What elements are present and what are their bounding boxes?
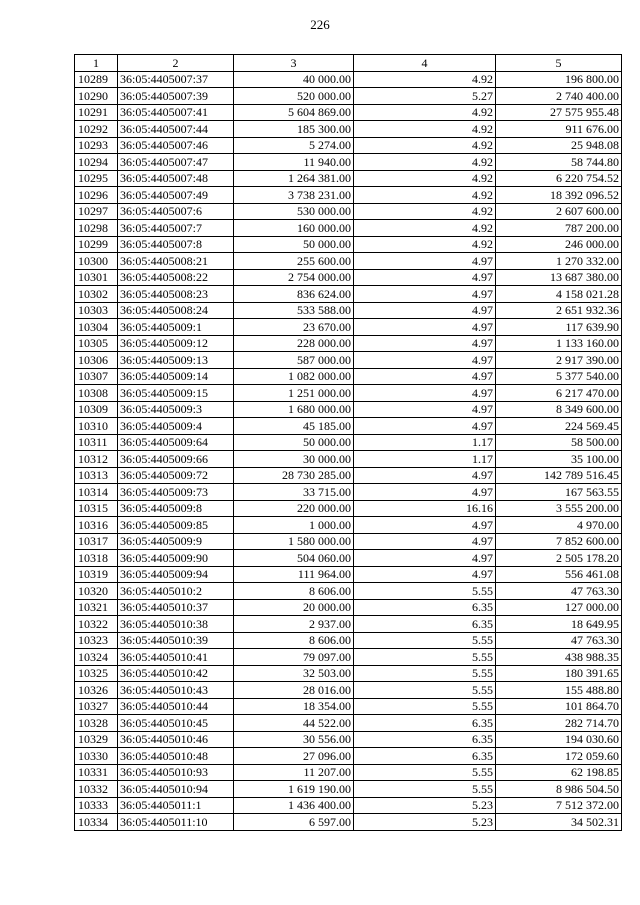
table-cell-col-5: 2 651 932.36 [496, 302, 622, 319]
table-cell-col-4: 5.55 [354, 649, 496, 666]
table-cell-col-5: 224 569.45 [496, 418, 622, 435]
table-cell-col-3: 27 096.00 [234, 748, 354, 765]
table-cell-col-5: 556 461.08 [496, 566, 622, 583]
table-cell-col-4: 4.97 [354, 335, 496, 352]
table-cell-col-4: 4.97 [354, 484, 496, 501]
table-cell-col-5: 2 740 400.00 [496, 88, 622, 105]
table-cell-col-3: 3 738 231.00 [234, 187, 354, 204]
table-cell-col-1: 10319 [75, 566, 118, 583]
table-cell-col-4: 4.97 [354, 385, 496, 402]
table-cell-col-4: 4.92 [354, 170, 496, 187]
table-cell-col-1: 10322 [75, 616, 118, 633]
table-row [75, 187, 622, 204]
table-cell-col-3: 228 000.00 [234, 335, 354, 352]
table-cell-col-2: 36:05:4405009:14 [118, 368, 234, 385]
table-cell-col-2: 36:05:4405010:93 [118, 764, 234, 781]
table-cell-col-3: 520 000.00 [234, 88, 354, 105]
table-cell-col-1: 10293 [75, 137, 118, 154]
table-cell-col-2: 36:05:4405010:37 [118, 599, 234, 616]
table-cell-col-3: 2 754 000.00 [234, 269, 354, 286]
table-row [75, 682, 622, 699]
table-cell-col-1: 10327 [75, 698, 118, 715]
table-cell-col-1: 10303 [75, 302, 118, 319]
table-cell-col-4: 4.92 [354, 236, 496, 253]
table-cell-col-4: 4.92 [354, 104, 496, 121]
table-cell-col-2: 36:05:4405009:8 [118, 500, 234, 517]
table-cell-col-1: 10292 [75, 121, 118, 138]
table-cell-col-5: 4 158 021.28 [496, 286, 622, 303]
table-cell-col-4: 16.16 [354, 500, 496, 517]
table-cell-col-4: 6.35 [354, 748, 496, 765]
table-cell-col-3: 28 016.00 [234, 682, 354, 699]
table-cell-col-4: 4.92 [354, 137, 496, 154]
table-cell-col-1: 10316 [75, 517, 118, 534]
table-row [75, 71, 622, 88]
table-cell-col-4: 6.35 [354, 715, 496, 732]
table-row [75, 220, 622, 237]
table-cell-col-4: 4.97 [354, 467, 496, 484]
table-cell-col-1: 10289 [75, 71, 118, 88]
table-cell-col-5: 5 377 540.00 [496, 368, 622, 385]
table-row [75, 335, 622, 352]
table-cell-col-3: 5 274.00 [234, 137, 354, 154]
table-cell-col-5: 62 198.85 [496, 764, 622, 781]
table-cell-col-1: 10325 [75, 665, 118, 682]
table-cell-col-2: 36:05:4405008:21 [118, 253, 234, 270]
table-cell-col-2: 36:05:4405010:39 [118, 632, 234, 649]
column-header-3: 3 [234, 55, 354, 72]
table-cell-col-4: 4.97 [354, 566, 496, 583]
table-cell-col-3: 23 670.00 [234, 319, 354, 336]
table-row [75, 104, 622, 121]
table-header-row [75, 55, 622, 72]
table-cell-col-1: 10297 [75, 203, 118, 220]
table-row [75, 764, 622, 781]
column-header-1: 1 [75, 55, 118, 72]
table-cell-col-3: 44 522.00 [234, 715, 354, 732]
table-cell-col-5: 2 917 390.00 [496, 352, 622, 369]
table-cell-col-2: 36:05:4405009:3 [118, 401, 234, 418]
table-cell-col-2: 36:05:4405007:48 [118, 170, 234, 187]
table-cell-col-1: 10314 [75, 484, 118, 501]
table-row [75, 533, 622, 550]
table-cell-col-1: 10298 [75, 220, 118, 237]
table-cell-col-1: 10313 [75, 467, 118, 484]
table-cell-col-5: 127 000.00 [496, 599, 622, 616]
table-cell-col-5: 155 488.80 [496, 682, 622, 699]
table-cell-col-1: 10304 [75, 319, 118, 336]
table-row [75, 665, 622, 682]
table-cell-col-1: 10306 [75, 352, 118, 369]
table-cell-col-4: 5.55 [354, 682, 496, 699]
table-cell-col-3: 6 597.00 [234, 814, 354, 831]
table-cell-col-3: 20 000.00 [234, 599, 354, 616]
table-cell-col-5: 194 030.60 [496, 731, 622, 748]
table-cell-col-4: 4.92 [354, 154, 496, 171]
table-cell-col-5: 3 555 200.00 [496, 500, 622, 517]
table-cell-col-2: 36:05:4405010:44 [118, 698, 234, 715]
table-cell-col-5: 167 563.55 [496, 484, 622, 501]
table-cell-col-4: 4.97 [354, 517, 496, 534]
table-cell-col-1: 10317 [75, 533, 118, 550]
table-row [75, 401, 622, 418]
table-cell-col-5: 196 800.00 [496, 71, 622, 88]
table-cell-col-4: 4.92 [354, 121, 496, 138]
table-cell-col-1: 10300 [75, 253, 118, 270]
table-cell-col-5: 282 714.70 [496, 715, 622, 732]
table-cell-col-5: 47 763.30 [496, 632, 622, 649]
table-cell-col-2: 36:05:4405009:12 [118, 335, 234, 352]
table-cell-col-1: 10294 [75, 154, 118, 171]
column-header-4: 4 [354, 55, 496, 72]
table-cell-col-4: 5.23 [354, 814, 496, 831]
table-cell-col-2: 36:05:4405009:73 [118, 484, 234, 501]
table-cell-col-5: 13 687 380.00 [496, 269, 622, 286]
table-cell-col-3: 587 000.00 [234, 352, 354, 369]
table-row [75, 616, 622, 633]
table-cell-col-4: 5.55 [354, 781, 496, 798]
table-cell-col-1: 10291 [75, 104, 118, 121]
table-cell-col-3: 1 680 000.00 [234, 401, 354, 418]
table-cell-col-5: 25 948.08 [496, 137, 622, 154]
table-cell-col-5: 438 988.35 [496, 649, 622, 666]
table-cell-col-2: 36:05:4405010:41 [118, 649, 234, 666]
table-cell-col-1: 10309 [75, 401, 118, 418]
table-cell-col-2: 36:05:4405007:41 [118, 104, 234, 121]
table-cell-col-5: 172 059.60 [496, 748, 622, 765]
table-cell-col-3: 18 354.00 [234, 698, 354, 715]
table-cell-col-2: 36:05:4405009:1 [118, 319, 234, 336]
table-row [75, 517, 622, 534]
table-cell-col-5: 117 639.90 [496, 319, 622, 336]
table-cell-col-4: 4.92 [354, 220, 496, 237]
table-cell-col-2: 36:05:4405009:4 [118, 418, 234, 435]
table-cell-col-3: 2 937.00 [234, 616, 354, 633]
table-cell-col-2: 36:05:4405007:8 [118, 236, 234, 253]
table-cell-col-4: 4.92 [354, 187, 496, 204]
table-cell-col-2: 36:05:4405009:72 [118, 467, 234, 484]
table-cell-col-5: 8 349 600.00 [496, 401, 622, 418]
table-cell-col-5: 18 649.95 [496, 616, 622, 633]
table-cell-col-1: 10295 [75, 170, 118, 187]
table-cell-col-1: 10308 [75, 385, 118, 402]
table-cell-col-2: 36:05:4405009:90 [118, 550, 234, 567]
table-cell-col-3: 33 715.00 [234, 484, 354, 501]
table-cell-col-2: 36:05:4405008:22 [118, 269, 234, 286]
column-header-2: 2 [118, 55, 234, 72]
table-cell-col-1: 10296 [75, 187, 118, 204]
table-cell-col-3: 185 300.00 [234, 121, 354, 138]
table-cell-col-3: 220 000.00 [234, 500, 354, 517]
table-cell-col-1: 10302 [75, 286, 118, 303]
table-cell-col-2: 36:05:4405007:44 [118, 121, 234, 138]
table-cell-col-1: 10301 [75, 269, 118, 286]
table-cell-col-2: 36:05:4405010:94 [118, 781, 234, 798]
table-cell-col-2: 36:05:4405011:1 [118, 797, 234, 814]
table-cell-col-4: 4.92 [354, 203, 496, 220]
table-cell-col-3: 533 588.00 [234, 302, 354, 319]
table-body [75, 71, 622, 830]
table-row [75, 797, 622, 814]
table-cell-col-4: 5.23 [354, 797, 496, 814]
table-cell-col-2: 36:05:4405007:37 [118, 71, 234, 88]
table-cell-col-2: 36:05:4405009:94 [118, 566, 234, 583]
table-row [75, 484, 622, 501]
table-cell-col-3: 160 000.00 [234, 220, 354, 237]
table-row [75, 368, 622, 385]
table-cell-col-5: 58 500.00 [496, 434, 622, 451]
table-cell-col-1: 10323 [75, 632, 118, 649]
table-row [75, 302, 622, 319]
table-cell-col-4: 4.97 [354, 302, 496, 319]
table-cell-col-5: 18 392 096.52 [496, 187, 622, 204]
table-row [75, 467, 622, 484]
table-cell-col-1: 10334 [75, 814, 118, 831]
table-row [75, 236, 622, 253]
data-table [74, 54, 622, 831]
table-cell-col-5: 180 391.65 [496, 665, 622, 682]
table-cell-col-4: 5.55 [354, 583, 496, 600]
table-cell-col-3: 530 000.00 [234, 203, 354, 220]
table-cell-col-5: 58 744.80 [496, 154, 622, 171]
table-cell-col-5: 6 217 470.00 [496, 385, 622, 402]
table-row [75, 715, 622, 732]
table-cell-col-5: 1 270 332.00 [496, 253, 622, 270]
table-cell-col-2: 36:05:4405009:13 [118, 352, 234, 369]
table-cell-col-2: 36:05:4405007:46 [118, 137, 234, 154]
table-cell-col-4: 4.97 [354, 352, 496, 369]
table-cell-col-3: 836 624.00 [234, 286, 354, 303]
table-cell-col-2: 36:05:4405007:6 [118, 203, 234, 220]
table-row [75, 385, 622, 402]
table-cell-col-2: 36:05:4405007:49 [118, 187, 234, 204]
table-row [75, 814, 622, 831]
table-cell-col-2: 36:05:4405009:66 [118, 451, 234, 468]
table-row [75, 599, 622, 616]
table-cell-col-5: 27 575 955.48 [496, 104, 622, 121]
table-cell-col-4: 5.55 [354, 665, 496, 682]
table-cell-col-3: 11 940.00 [234, 154, 354, 171]
table-row [75, 649, 622, 666]
table-cell-col-2: 36:05:4405009:15 [118, 385, 234, 402]
table-cell-col-2: 36:05:4405010:45 [118, 715, 234, 732]
table-cell-col-2: 36:05:4405010:38 [118, 616, 234, 633]
table-cell-col-3: 1 000.00 [234, 517, 354, 534]
table-cell-col-4: 6.35 [354, 599, 496, 616]
table-cell-col-4: 5.55 [354, 632, 496, 649]
table-cell-col-2: 36:05:4405011:10 [118, 814, 234, 831]
table-cell-col-4: 4.97 [354, 418, 496, 435]
table-row [75, 319, 622, 336]
table-cell-col-4: 4.97 [354, 286, 496, 303]
table-cell-col-2: 36:05:4405010:2 [118, 583, 234, 600]
table-cell-col-3: 30 556.00 [234, 731, 354, 748]
table-row [75, 434, 622, 451]
table-cell-col-5: 1 133 160.00 [496, 335, 622, 352]
table-cell-col-5: 7 512 372.00 [496, 797, 622, 814]
table-cell-col-3: 255 600.00 [234, 253, 354, 270]
table-cell-col-2: 36:05:4405010:46 [118, 731, 234, 748]
table-cell-col-1: 10320 [75, 583, 118, 600]
table-cell-col-1: 10324 [75, 649, 118, 666]
table-cell-col-1: 10331 [75, 764, 118, 781]
table-cell-col-3: 50 000.00 [234, 434, 354, 451]
table-cell-col-2: 36:05:4405008:23 [118, 286, 234, 303]
table-cell-col-3: 1 082 000.00 [234, 368, 354, 385]
table-row [75, 154, 622, 171]
table-cell-col-1: 10310 [75, 418, 118, 435]
table-cell-col-3: 8 606.00 [234, 583, 354, 600]
table-row [75, 352, 622, 369]
table-cell-col-4: 6.35 [354, 616, 496, 633]
table-cell-col-3: 5 604 869.00 [234, 104, 354, 121]
table-row [75, 583, 622, 600]
table-cell-col-2: 36:05:4405010:43 [118, 682, 234, 699]
table-cell-col-5: 34 502.31 [496, 814, 622, 831]
table-cell-col-5: 47 763.30 [496, 583, 622, 600]
table-cell-col-5: 7 852 600.00 [496, 533, 622, 550]
table-cell-col-3: 11 207.00 [234, 764, 354, 781]
table-cell-col-1: 10321 [75, 599, 118, 616]
table-cell-col-3: 1 251 000.00 [234, 385, 354, 402]
table-row [75, 137, 622, 154]
table-cell-col-1: 10305 [75, 335, 118, 352]
table-cell-col-4: 4.97 [354, 550, 496, 567]
table-cell-col-5: 4 970.00 [496, 517, 622, 534]
table-row [75, 632, 622, 649]
table-row [75, 500, 622, 517]
table-row [75, 286, 622, 303]
table-row [75, 566, 622, 583]
table-cell-col-3: 1 619 190.00 [234, 781, 354, 798]
table-row [75, 451, 622, 468]
table-cell-col-1: 10290 [75, 88, 118, 105]
table-cell-col-4: 5.55 [354, 764, 496, 781]
table-cell-col-3: 8 606.00 [234, 632, 354, 649]
table-cell-col-3: 111 964.00 [234, 566, 354, 583]
table-row [75, 781, 622, 798]
table-cell-col-2: 36:05:4405009:85 [118, 517, 234, 534]
table-cell-col-1: 10307 [75, 368, 118, 385]
table-cell-col-5: 6 220 754.52 [496, 170, 622, 187]
table-cell-col-1: 10333 [75, 797, 118, 814]
table-cell-col-5: 246 000.00 [496, 236, 622, 253]
table-cell-col-4: 4.97 [354, 269, 496, 286]
table-cell-col-3: 1 436 400.00 [234, 797, 354, 814]
table-cell-col-1: 10299 [75, 236, 118, 253]
table-cell-col-3: 32 503.00 [234, 665, 354, 682]
table-cell-col-1: 10330 [75, 748, 118, 765]
table-cell-col-5: 2 607 600.00 [496, 203, 622, 220]
table-row [75, 253, 622, 270]
table-cell-col-4: 4.92 [354, 71, 496, 88]
table-cell-col-2: 36:05:4405007:7 [118, 220, 234, 237]
table-cell-col-5: 8 986 504.50 [496, 781, 622, 798]
table-cell-col-5: 142 789 516.45 [496, 467, 622, 484]
table-cell-col-3: 50 000.00 [234, 236, 354, 253]
table-cell-col-2: 36:05:4405010:42 [118, 665, 234, 682]
table-row [75, 170, 622, 187]
table-row [75, 88, 622, 105]
table-cell-col-4: 6.35 [354, 731, 496, 748]
table-cell-col-1: 10311 [75, 434, 118, 451]
table-row [75, 203, 622, 220]
page-number: 226 [310, 17, 330, 32]
table-row [75, 731, 622, 748]
table-cell-col-3: 45 185.00 [234, 418, 354, 435]
table-cell-col-5: 911 676.00 [496, 121, 622, 138]
table-cell-col-2: 36:05:4405008:24 [118, 302, 234, 319]
table-cell-col-4: 5.55 [354, 698, 496, 715]
table-row [75, 269, 622, 286]
table-cell-col-3: 40 000.00 [234, 71, 354, 88]
table-cell-col-1: 10329 [75, 731, 118, 748]
table-cell-col-5: 787 200.00 [496, 220, 622, 237]
table-cell-col-4: 5.27 [354, 88, 496, 105]
table-row [75, 698, 622, 715]
table-row [75, 748, 622, 765]
table-cell-col-2: 36:05:4405009:64 [118, 434, 234, 451]
table-cell-col-3: 28 730 285.00 [234, 467, 354, 484]
table-cell-col-5: 2 505 178.20 [496, 550, 622, 567]
table-row [75, 418, 622, 435]
table-cell-col-3: 79 097.00 [234, 649, 354, 666]
table-cell-col-5: 101 864.70 [496, 698, 622, 715]
table-row [75, 121, 622, 138]
table-cell-col-3: 504 060.00 [234, 550, 354, 567]
table-cell-col-3: 1 264 381.00 [234, 170, 354, 187]
table-cell-col-1: 10332 [75, 781, 118, 798]
table-cell-col-2: 36:05:4405007:39 [118, 88, 234, 105]
table-cell-col-3: 30 000.00 [234, 451, 354, 468]
table-cell-col-4: 4.97 [354, 253, 496, 270]
table-cell-col-1: 10315 [75, 500, 118, 517]
table-cell-col-4: 4.97 [354, 533, 496, 550]
table-cell-col-1: 10328 [75, 715, 118, 732]
column-header-5: 5 [496, 55, 622, 72]
table-cell-col-2: 36:05:4405010:48 [118, 748, 234, 765]
table-cell-col-4: 1.17 [354, 451, 496, 468]
table-cell-col-1: 10326 [75, 682, 118, 699]
table-cell-col-2: 36:05:4405007:47 [118, 154, 234, 171]
table-cell-col-4: 4.97 [354, 401, 496, 418]
table-row [75, 550, 622, 567]
table-cell-col-4: 4.97 [354, 319, 496, 336]
table-cell-col-4: 1.17 [354, 434, 496, 451]
table-cell-col-4: 4.97 [354, 368, 496, 385]
table-cell-col-3: 1 580 000.00 [234, 533, 354, 550]
table-cell-col-5: 35 100.00 [496, 451, 622, 468]
table-cell-col-2: 36:05:4405009:9 [118, 533, 234, 550]
table-cell-col-1: 10312 [75, 451, 118, 468]
table-cell-col-1: 10318 [75, 550, 118, 567]
